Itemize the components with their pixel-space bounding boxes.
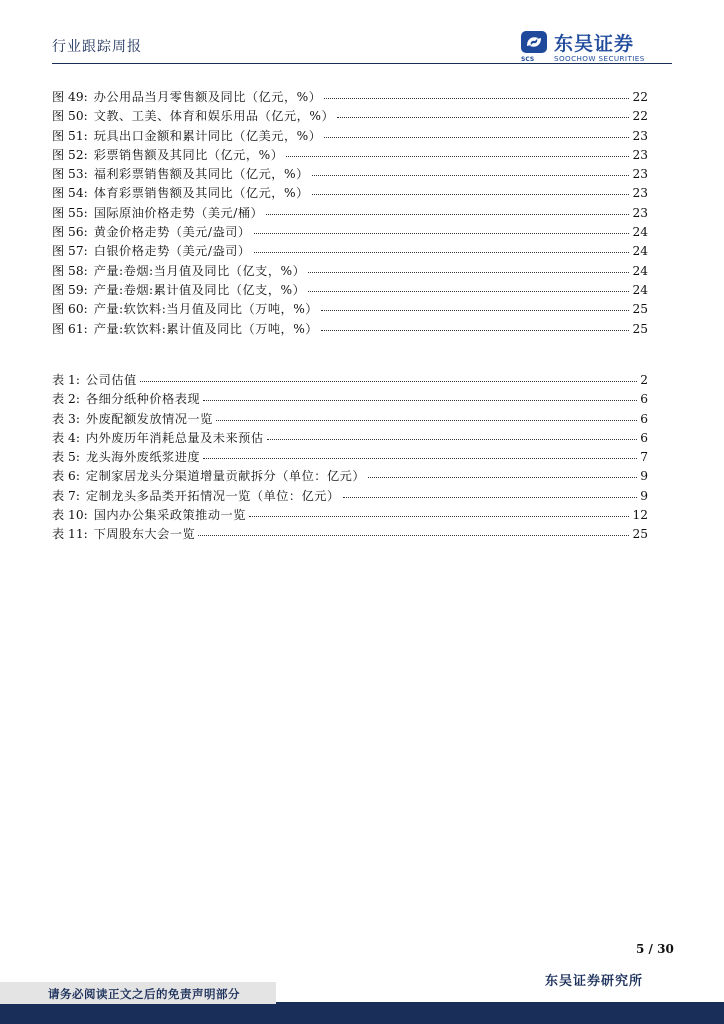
entry-page: 25: [632, 527, 648, 542]
entry-page: 23: [632, 128, 648, 143]
entry-number: 表 2:: [52, 392, 80, 407]
table-entry[interactable]: [52, 448, 648, 467]
dot-leader: [321, 320, 630, 331]
dot-leader: [254, 242, 630, 253]
entry-number: 图 59:: [52, 282, 88, 297]
entry-number: 图 57:: [52, 244, 88, 259]
entry-page: 9: [640, 469, 648, 484]
entry-number: 图 60:: [52, 302, 88, 317]
figure-entry[interactable]: [52, 165, 648, 184]
entry-title: 定制家居龙头分渠道增量贡献拆分（单位：亿元）: [85, 469, 366, 484]
dot-leader: [266, 204, 629, 215]
entry-number: 图 58:: [52, 263, 88, 278]
dot-leader: [267, 429, 638, 440]
entry-page: 23: [632, 167, 648, 182]
logo-english-name: SOOCHOW SECURITIES: [554, 54, 645, 63]
entry-number: 图 55:: [52, 205, 88, 220]
figure-entry[interactable]: [52, 320, 648, 339]
entry-page: 24: [632, 244, 648, 259]
entry-page: 7: [640, 450, 648, 465]
entry-number: 图 49:: [52, 90, 88, 104]
entry-number: 表 5:: [52, 450, 80, 465]
entry-page: 9: [640, 488, 648, 503]
dot-leader: [312, 165, 630, 176]
table-index: [52, 371, 648, 545]
entry-page: 24: [632, 282, 648, 297]
entry-title: 产量:软饮料:当月值及同比（万吨，%）: [93, 302, 318, 317]
dot-leader: [203, 390, 637, 401]
table-entry[interactable]: [52, 525, 648, 544]
entry-page: 23: [632, 205, 648, 220]
entry-title: 白银价格走势（美元/盎司）: [93, 244, 251, 259]
figure-entry[interactable]: [52, 127, 648, 146]
entry-page: 24: [632, 225, 648, 240]
entry-title: 各细分纸种价格表现: [85, 392, 201, 407]
dot-leader: [321, 300, 630, 311]
institution-name: 东吴证券研究所: [545, 974, 644, 989]
entry-title: 下周股东大会一览: [93, 527, 196, 542]
table-entry[interactable]: [52, 506, 648, 525]
entry-title: 国内办公集采政策推动一览: [93, 508, 246, 523]
entry-number: 表 1:: [52, 373, 80, 387]
entry-title: 文教、工美、体育和娱乐用品（亿元，%）: [93, 109, 335, 124]
figure-entry[interactable]: [52, 242, 648, 261]
table-entry[interactable]: [52, 371, 648, 390]
dot-leader: [203, 448, 637, 459]
entry-title: 福利彩票销售额及其同比（亿元，%）: [93, 167, 309, 182]
entry-title: 产量:卷烟:当月值及同比（亿支，%）: [93, 263, 306, 278]
entry-number: 图 53:: [52, 167, 88, 182]
disclaimer-text: 请务必阅读正文之后的免责声明部分: [48, 987, 240, 1001]
dot-leader: [254, 223, 630, 234]
entry-title: 产量:软饮料:累计值及同比（万吨，%）: [93, 321, 318, 336]
entry-page: 6: [640, 411, 648, 426]
figure-entry[interactable]: [52, 223, 648, 242]
entry-number: 图 50:: [52, 109, 88, 124]
entry-page: 23: [632, 147, 648, 162]
page-number: 5 / 30: [636, 942, 674, 956]
entry-page: 23: [632, 186, 648, 201]
dot-leader: [216, 410, 637, 421]
figure-entry[interactable]: [52, 204, 648, 223]
entry-number: 表 4:: [52, 430, 80, 445]
figure-index: [52, 88, 648, 339]
figure-entry[interactable]: [52, 184, 648, 203]
entry-number: 图 52:: [52, 147, 88, 162]
entry-number: 图 56:: [52, 225, 88, 240]
entry-page: 25: [632, 321, 648, 336]
figure-entry[interactable]: [52, 107, 648, 126]
dot-leader: [308, 281, 629, 292]
soochow-logo-icon: [520, 30, 548, 58]
dot-leader: [140, 371, 638, 382]
entry-page: 2: [640, 373, 648, 387]
table-entry[interactable]: [52, 487, 648, 506]
footer-band: [0, 1002, 724, 1024]
entry-number: 表 11:: [52, 527, 88, 542]
entry-title: 产量:卷烟:累计值及同比（亿支，%）: [93, 282, 306, 297]
entry-number: 图 51:: [52, 128, 88, 143]
entry-title: 定制龙头多品类开拓情况一览（单位：亿元）: [85, 488, 340, 503]
entry-page: 12: [632, 508, 648, 523]
dot-leader: [198, 525, 629, 536]
dot-leader: [312, 184, 630, 195]
table-entry[interactable]: [52, 390, 648, 409]
entry-title: 彩票销售额及其同比（亿元，%）: [93, 147, 284, 162]
table-entry[interactable]: [52, 429, 648, 448]
entry-title: 国际原油价格走势（美元/桶）: [93, 205, 264, 220]
entry-title: 体育彩票销售额及其同比（亿元，%）: [93, 186, 309, 201]
entry-number: 图 61:: [52, 321, 88, 336]
entry-page: 22: [632, 90, 648, 104]
entry-page: 6: [640, 430, 648, 445]
figure-entry[interactable]: [52, 262, 648, 281]
entry-title: 外废配额发放情况一览: [85, 411, 213, 426]
table-entry[interactable]: [52, 410, 648, 429]
entry-number: 表 6:: [52, 469, 80, 484]
entry-page: 6: [640, 392, 648, 407]
entry-title: 公司估值: [85, 373, 137, 387]
header-divider: [52, 63, 672, 64]
dot-leader: [343, 487, 638, 498]
figure-entry[interactable]: [52, 281, 648, 300]
entry-title: 玩具出口金额和累计同比（亿美元，%）: [93, 128, 322, 143]
entry-title: 黄金价格走势（美元/盎司）: [93, 225, 251, 240]
dot-leader: [368, 467, 637, 478]
dot-leader: [286, 146, 629, 157]
dot-leader: [249, 506, 630, 517]
logo-abbreviation: SCS: [521, 56, 535, 63]
entry-number: 表 3:: [52, 411, 80, 426]
entry-title: 内外废历年消耗总量及未来预估: [85, 430, 264, 445]
report-type-title: 行业跟踪周报: [52, 39, 142, 55]
entry-title: 龙头海外废纸浆进度: [85, 450, 201, 465]
dot-leader: [308, 262, 629, 273]
entry-title: 办公用品当月零售额及同比（亿元，%）: [93, 90, 322, 104]
entry-page: 24: [632, 263, 648, 278]
entry-number: 表 10:: [52, 508, 88, 523]
entry-number: 图 54:: [52, 186, 88, 201]
entry-page: 25: [632, 302, 648, 317]
dot-leader: [324, 127, 629, 138]
figure-entry[interactable]: [52, 300, 648, 319]
entry-page: 22: [632, 109, 648, 124]
dot-leader: [324, 88, 629, 99]
figure-entry[interactable]: [52, 88, 648, 107]
table-entry[interactable]: [52, 467, 648, 486]
figure-entry[interactable]: [52, 146, 648, 165]
logo-chinese-name: 东吴证券: [554, 33, 635, 55]
entry-number: 表 7:: [52, 488, 80, 503]
company-logo: [520, 30, 670, 64]
dot-leader: [337, 107, 629, 118]
